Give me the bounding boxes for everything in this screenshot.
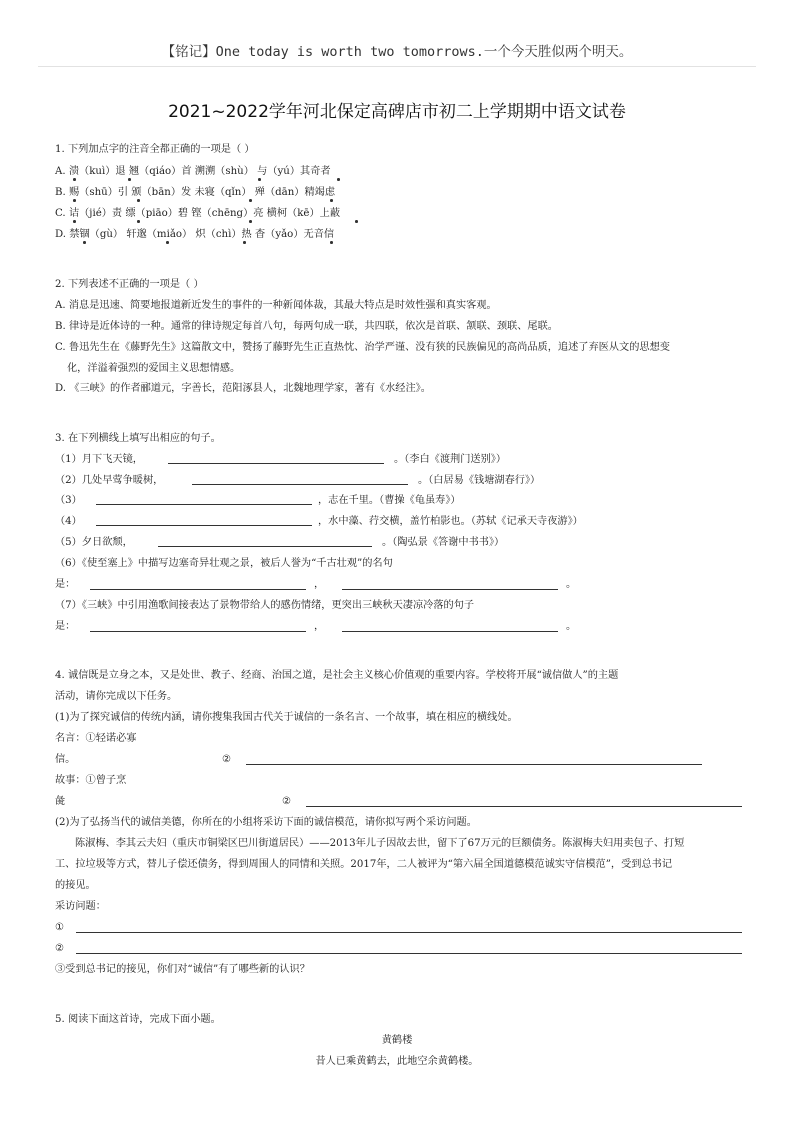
emphasis-dot [243, 241, 246, 244]
q4-paragraph-line2: 工、拉垃圾等方式，替儿子偿还债务，得到周围人的同情和关照。2017年，二人被评为“第六届全国道德模范诚实守信模范”，受到总书记 [55, 859, 673, 870]
emphasis-dot [355, 220, 358, 223]
q3-blank-4[interactable] [96, 525, 312, 526]
q3-line6-period: 。 [566, 579, 577, 590]
q3-blank-3[interactable] [96, 504, 312, 505]
emphasis-dot [73, 199, 76, 202]
q4-part2: (2)为了弘扬当代的诚信美德，你所在的小组将采访下面的诚信模范，请你拟写两个采访问题。 [55, 817, 477, 828]
emphasis-dot [249, 199, 252, 202]
q3-line3-source: ，志在千里。（曹操《龟虽寿》） [318, 495, 461, 506]
emphasis-dot [330, 241, 333, 244]
q1-option-d: D. 禁锢（gù） 轩邈（miǎo） 炽（chì）热 杳（yǎo）无音信 [55, 229, 335, 240]
q4-mingyan-blank[interactable] [246, 764, 702, 765]
q3-line6-answer-label: 是： [55, 579, 76, 590]
q3-blank-1[interactable] [168, 463, 384, 464]
q4-mingyan: 名言：①轻诺必寡 [55, 733, 137, 744]
q3-line5-source: 。（陶弘景《答谢中书书》） [382, 537, 505, 548]
q4-stem: 4. 诚信既是立身之本，又是处世、教子、经商、治国之道，是社会主义核心价值观的重要内容。学校将开展“诚信做人”的主题 [55, 670, 619, 681]
q2-option-b: B. 律诗是近体诗的一种。通常的律诗规定每首八句，每两句成一联，共四联，依次是首联、颔联、颈联、尾联。 [55, 321, 558, 332]
q2-option-c: C. 鲁迅先生在《藤野先生》这篇散文中，赞扬了藤野先生正直热忱、治学严谨、没有狭的民族偏见的高尚品质，追述了弃医从文的思想变 [55, 342, 670, 353]
emphasis-dot [73, 178, 76, 181]
q4-gushi-cont: 彘 [55, 796, 66, 807]
poem-title: 黄鹤楼 [381, 1035, 413, 1046]
q4-gushi-blank[interactable] [306, 806, 742, 807]
q5-stem: 5. 阅读下面这首诗，完成下面小题。 [55, 1014, 221, 1025]
q2-option-d: D. 《三峡》的作者郦道元，字善长，范阳涿县人，北魏地理学家，著有《水经注》。 [55, 383, 431, 394]
q3-line4-label: （4） [55, 516, 82, 527]
q4-question1-blank[interactable] [76, 932, 742, 933]
q3-line7-comma: ， [314, 621, 325, 632]
q3-line7-text: （7）《三峡》中引用渔歌间接表达了景物带给人的感伤情绪，更突出三峡秋天凄凉冷落的句子 [55, 600, 475, 611]
q4-part3: ③受到总书记的接见，你们对“诚信”有了哪些新的认识？ [55, 964, 310, 975]
q1-stem: 1. 下列加点字的注音全都正确的一项是（ ） [55, 144, 255, 155]
q4-mingyan-cont: 信。 [55, 754, 76, 765]
emphasis-dot [83, 241, 86, 244]
q4-mingyan-circle2: ② [222, 754, 232, 765]
page-header-motto: 【铭记】One today is worth two tomorrows.一个今天胜似两个明天。 [161, 44, 633, 60]
q4-gushi-circle2: ② [282, 796, 292, 807]
q4-gushi: 故事：①曾子烹 [55, 775, 127, 786]
q1-option-a: A. 溃（kuì）退 翘（qiáo）首 溯溯（shù） 与（yú）其奇者 [55, 166, 331, 177]
emphasis-dot [128, 178, 131, 181]
q3-line4-source: ，水中藻、荇交横，盖竹柏影也。（苏轼《记承天寺夜游》） [318, 516, 583, 527]
q2-option-a: A. 消息是迅速、简要地报道新近发生的事件的一种新闻体裁，其最大特点是时效性强和真实客观。 [55, 300, 497, 311]
emphasis-dot [137, 199, 140, 202]
q2-stem: 2. 下列表述不正确的一项是（ ） [55, 279, 204, 290]
q3-line2-text: （2）几处早莺争暖树， [55, 475, 164, 486]
q3-line3-label: （3） [55, 495, 82, 506]
emphasis-dot [330, 199, 333, 202]
q4-stem-cont: 活动，请你完成以下任务。 [55, 691, 178, 702]
q3-blank-6b[interactable] [342, 589, 558, 590]
q3-line7-answer-label: 是： [55, 621, 76, 632]
q1-option-b: B. 赐（shū）引 颁（bān）发 未寝（qǐn） 殚（dān）精竭虑 [55, 187, 336, 198]
q3-blank-7a[interactable] [90, 631, 306, 632]
emphasis-dot [73, 220, 76, 223]
q4-paragraph-line1: 陈淑梅、李其云夫妇（重庆市铜梁区巴川街道居民）——2013年儿子因故去世，留下了67万元的巨额债务。陈淑梅夫妇用卖包子、打短 [75, 838, 685, 849]
q4-part1: (1)为了探究诚信的传统内涵，请你搜集我国古代关于诚信的一条名言、一个故事，填在相应的横线处。 [55, 712, 518, 723]
q3-line6-text: （6）《使至塞上》中描写边塞奇异壮观之景，被后人誉为“千古壮观”的名句 [55, 558, 393, 569]
q3-blank-2[interactable] [192, 484, 408, 485]
emphasis-dot [137, 220, 140, 223]
emphasis-dot [166, 241, 169, 244]
q3-stem: 3. 在下列横线上填写出相应的句子。 [55, 433, 221, 444]
emphasis-dot [249, 220, 252, 223]
q3-line5-text: （5）夕日欲颓， [55, 537, 133, 548]
q2-option-c-cont: 化，洋溢着强烈的爱国主义思想情感。 [67, 363, 241, 374]
q4-question2-marker: ② [55, 943, 65, 954]
q1-option-c: C. 诘（jié）责 缥（piāo）碧 铿（chēng）亮 横柯（kē）上蔽 [55, 208, 341, 219]
q3-blank-6a[interactable] [90, 589, 306, 590]
header-divider [38, 66, 756, 67]
page-title: 2021~2022学年河北保定高碑店市初二上学期期中语文试卷 [168, 102, 626, 122]
q3-line1-source: 。（李白《渡荆门送别》） [394, 454, 507, 465]
q4-paragraph-line3: 的接见。 [55, 880, 96, 891]
q3-line7-period: 。 [566, 621, 577, 632]
q3-line6-comma: ， [314, 579, 325, 590]
q3-line1-text: （1）月下飞天镜， [55, 454, 143, 465]
q3-blank-5[interactable] [158, 546, 372, 547]
q3-blank-7b[interactable] [342, 631, 558, 632]
q4-question1-marker: ① [55, 922, 65, 933]
q4-caifang-label: 采访问题： [55, 901, 106, 912]
emphasis-dot [337, 178, 340, 181]
q4-question2-blank[interactable] [76, 953, 742, 954]
emphasis-dot [258, 178, 261, 181]
q3-line2-source: 。（白居易《钱塘湖春行》） [418, 475, 541, 486]
poem-line-1: 昔人已乘黄鹤去，此地空余黄鹤楼。 [315, 1056, 479, 1067]
